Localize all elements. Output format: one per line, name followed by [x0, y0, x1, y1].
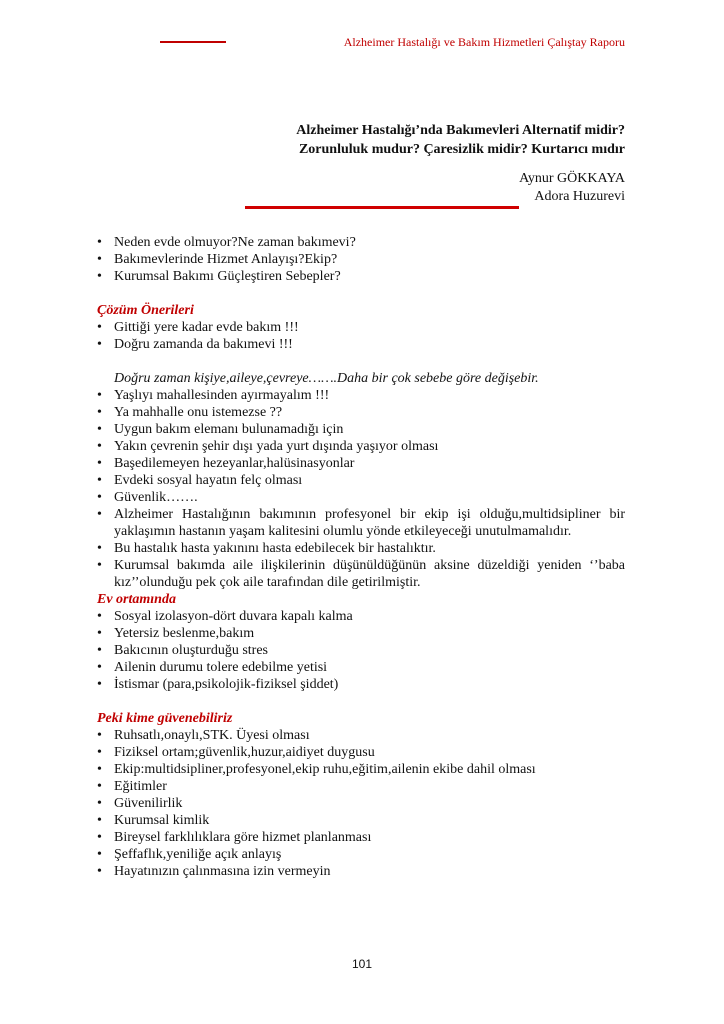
list-item: • Evdeki sosyal hayatın felç olması: [97, 472, 625, 489]
list-item: • Fiziksel ortam;güvenlik,huzur,aidiyet duygusu: [97, 744, 625, 761]
list-item: • Bu hastalık hasta yakınını hasta edebilecek bir hastalıktır.: [97, 540, 625, 557]
list-item: • Ya mahhalle onu istemezse ??: [97, 404, 625, 421]
section-heading-cozum: Çözüm Önerileri: [97, 303, 194, 318]
article-body: [97, 234, 625, 880]
list-item: • Güvenlik…….: [97, 489, 625, 506]
list-item: • Eğitimler: [97, 778, 625, 795]
title-line-2: Zorunluluk mudur? Çaresizlik midir? Kurtarıcı mıdır: [298, 142, 625, 157]
list-item: • Doğru zamanda da bakımevi !!!: [97, 336, 625, 353]
list-item: • Bakımevlerinde Hizmet Anlayışı?Ekip?: [97, 251, 625, 268]
section-heading-ev: Ev ortamında: [97, 592, 176, 607]
list-item: • Neden evde olmuyor?Ne zaman bakımevi?: [97, 234, 625, 251]
list-item: • Şeffaflık,yeniliğe açık anlayış: [97, 846, 625, 863]
list-item: • Güvenilirlik: [97, 795, 625, 812]
solution-list: [97, 319, 625, 353]
list-item: • Yaşlıyı mahallesinden ayırmayalım !!!: [97, 387, 625, 404]
list-item: • Bakıcının oluşturduğu stres: [97, 642, 625, 659]
list-item: • Başedilemeyen hezeyanlar,halüsinasyonlar: [97, 455, 625, 472]
list-item: • Kurumsal Bakımı Güçleştiren Sebepler?: [97, 268, 625, 285]
italic-note: Doğru zaman kişiye,aileye,çevreye…….Daha bir çok sebebe göre değişebir.: [114, 371, 539, 386]
list-item: • Gittiği yere kadar evde bakım !!!: [97, 319, 625, 336]
author-block: [519, 170, 625, 206]
list-item: • Hayatınızın çalınmasına izin vermeyin: [97, 863, 625, 880]
list-item: • Uygun bakım elemanı bulunamadığı için: [97, 421, 625, 438]
section-heading-guven: Peki kime güvenebiliriz: [97, 711, 233, 726]
list-item: • İstismar (para,psikolojik-fiziksel şiddet): [97, 676, 625, 693]
list-item: • Ekip:multidsipliner,profesyonel,ekip ruhu,eğitim,ailenin ekibe dahil olması: [97, 761, 625, 778]
author-name: Aynur GÖKKAYA: [519, 171, 625, 186]
title-rule: [245, 206, 519, 209]
list-item: • Kurumsal bakımda aile ilişkilerinin düşünüldüğünün aksine düzeldiği yeniden ‘’baba kız’’olunduğu pek çok aile tarafından dile getirilmiştir.: [97, 557, 625, 591]
intro-list: [97, 234, 625, 285]
list-item: • Ruhsatlı,onaylı,STK. Üyesi olması: [97, 727, 625, 744]
list-item: • Sosyal izolasyon-dört duvara kapalı kalma: [97, 608, 625, 625]
article-title: [296, 121, 625, 159]
list-item: • Yakın çevrenin şehir dışı yada yurt dışında yaşıyor olması: [97, 438, 625, 455]
list-item: • Bireysel farklılıklara göre hizmet planlanması: [97, 829, 625, 846]
list-item: • Alzheimer Hastalığının bakımının profesyonel bir ekip işi olduğu,multidsipliner bir yaklaşımın hastanın yaşam kalitesini olumlu yönde etkileyeceği unutulmamalıdır.: [97, 506, 625, 540]
running-header: Alzheimer Hastalığı ve Bakım Hizmetleri Çalıştay Raporu: [343, 35, 625, 49]
list-item: • Yetersiz beslenme,bakım: [97, 625, 625, 642]
list-item: • Ailenin durumu tolere edebilme yetisi: [97, 659, 625, 676]
home-list: [97, 608, 625, 693]
list-item: • Kurumsal kimlik: [97, 812, 625, 829]
author-affiliation: Adora Huzurevi: [534, 189, 625, 204]
page-number: 101: [351, 957, 373, 971]
reasons-list: [97, 387, 625, 591]
title-line-1: Alzheimer Hastalığı’nda Bakımevleri Alternatif midir?: [296, 123, 625, 138]
header-rule: [160, 41, 226, 43]
trust-list: [97, 727, 625, 880]
